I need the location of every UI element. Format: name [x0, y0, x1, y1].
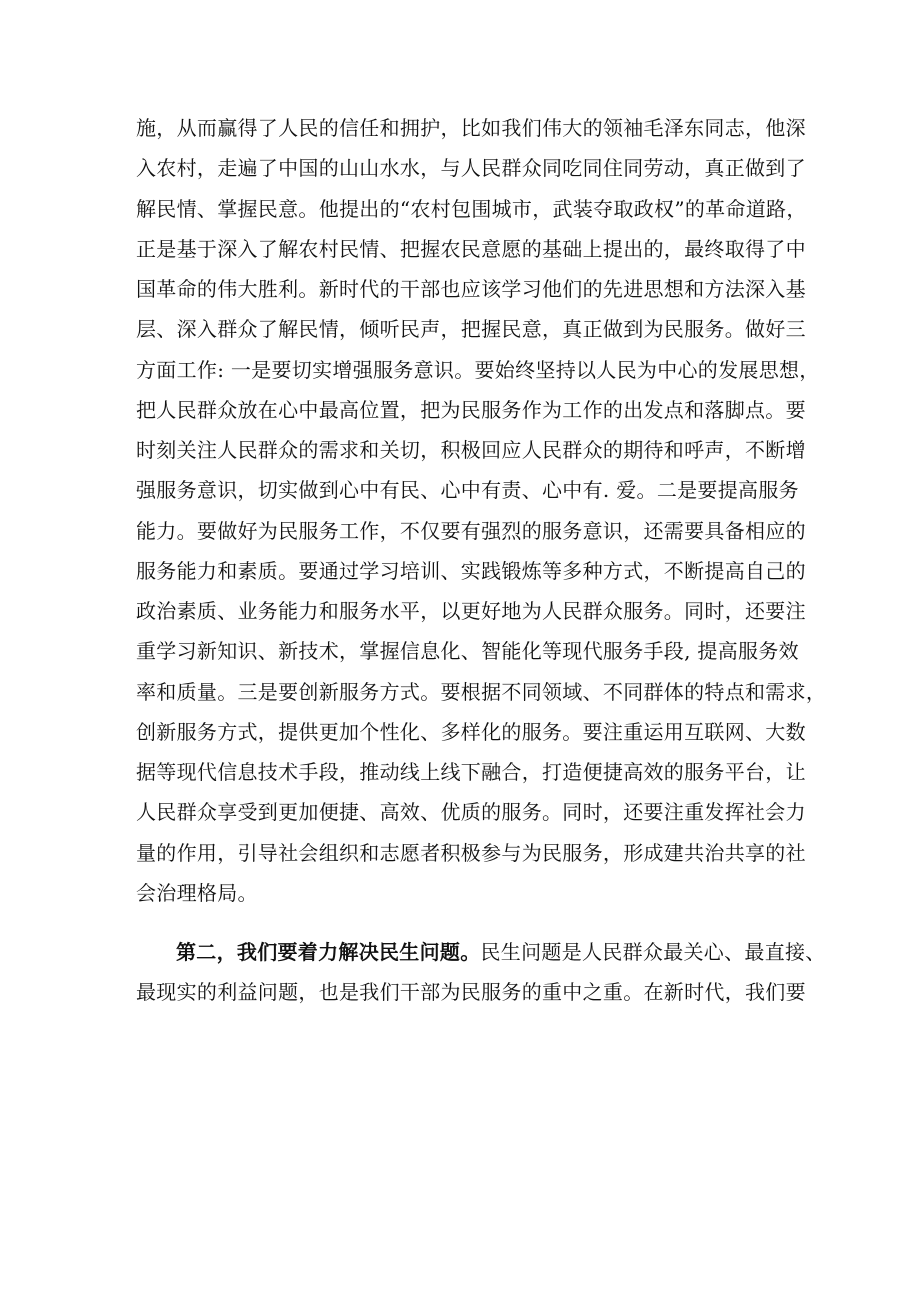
text-line: 会治理格局。 [136, 880, 258, 905]
text-line: 强服务意识，切实做到心中有民、心中有责、心中有. 爱。二是要提高服务 [136, 478, 799, 503]
text-line: 据等现代信息技术手段，推动线上线下融合，打造便捷高效的服务平台，让 [136, 760, 806, 784]
text-line: 国革命的伟大胜利。新时代的干部也应该学习他们的先进思想和方法深入基 [136, 277, 806, 301]
body-text [136, 108, 827, 1013]
text-line: 解民情、掌握民意。他提出的“农村包围城市，武装夺取政权”的革命道路， [136, 196, 807, 221]
text-line: 率和质量。三是要创新服务方式。要根据不同领域、不同群体的特点和需求， [136, 679, 827, 704]
text-line: 正是基于深入了解农村民情、把握农民意愿的基础上提出的，最终取得了中 [136, 236, 806, 261]
text-line: 政治素质、业务能力和服务水平，以更好地为人民群众服务。同时，还要注 [136, 599, 806, 623]
text-line: 时刻关注人民群众的需求和关切，积极回应人民群众的期待和呼声，不断增 [136, 438, 806, 462]
text-line: 人民群众享受到更加便捷、高效、优质的服务。同时，还要注重发挥社会力 [136, 800, 806, 825]
text-line: 量的作用，引导社会组织和志愿者积极参与为民服务，形成建共治共享的社 [136, 840, 806, 865]
text-line: 创新服务方式，提供更加个性化、多样化的服务。要注重运用互联网、大数 [136, 719, 806, 744]
text-line: 层、深入群众了解民情，倾听民声，把握民意，真正做到为民服务。做好三 [136, 317, 806, 342]
text-line: 服务能力和素质。要通过学习培训、实践锻炼等多种方式，不断提高自己的 [136, 558, 806, 583]
section-lead-text: 民生问题是人民群众最关心、最直接、 [480, 940, 826, 964]
text-line: 入农村，走遍了中国的山山水水，与人民群众同吃同住同劳动，真正做到了 [136, 156, 806, 181]
text-line: 重学习新知识、新技术，掌握信息化、智能化等现代服务手段, 提高服务效 [136, 639, 799, 664]
text-line: 能力。要做好为民服务工作，不仅要有强烈的服务意识，还需要具备相应的 [136, 518, 806, 543]
text-line: 最现实的利益问题，也是我们干部为民服务的重中之重。在新时代，我们要 [136, 980, 806, 1005]
section-heading: 第二，我们要着力解决民生问题。 [176, 940, 481, 964]
text-line: 方面工作: 一是要切实增强服务意识。要始终坚持以人民为中心的发展思想， [136, 357, 820, 382]
text-line: 把人民群众放在心中最高位置，把为民服务作为工作的出发点和落脚点。要 [136, 397, 806, 422]
text-line: 施，从而赢得了人民的信任和拥护，比如我们伟大的领袖毛泽东同志，他深 [136, 116, 806, 140]
section-lead-line [136, 932, 826, 972]
paragraph-gap [136, 913, 796, 932]
